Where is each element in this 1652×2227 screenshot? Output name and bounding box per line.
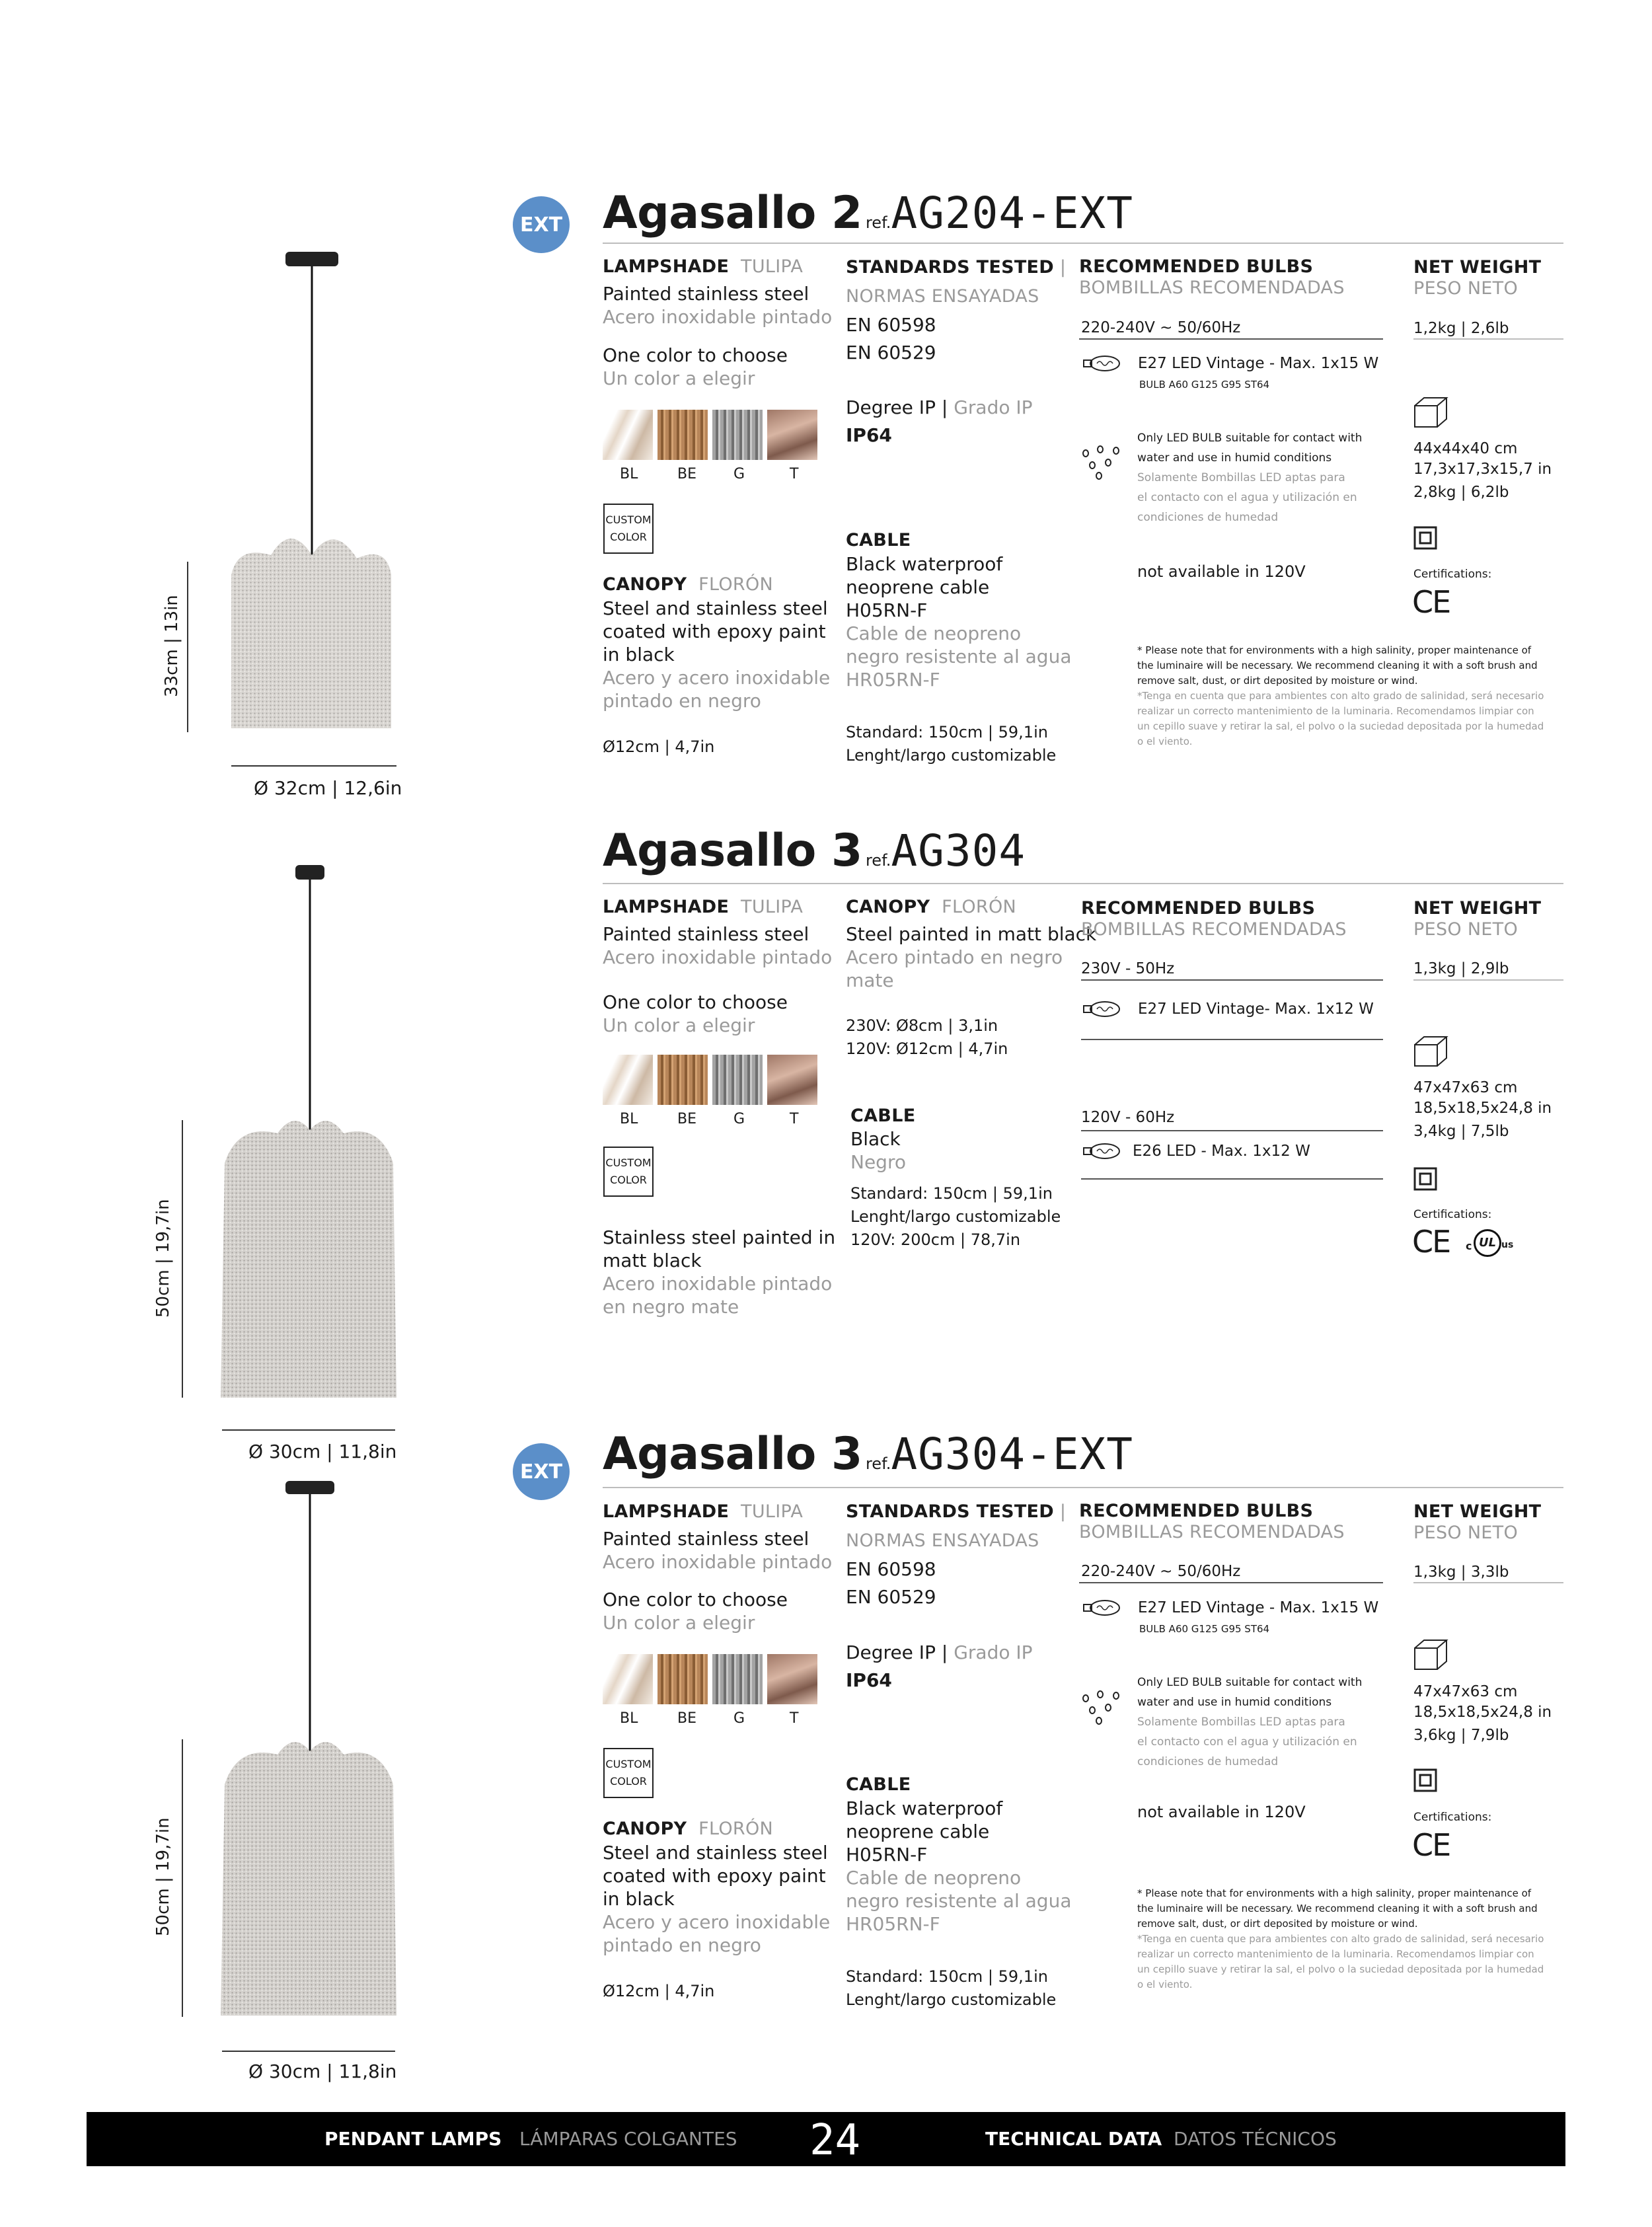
box-dimension-in: 17,3x17,3x15,7 in xyxy=(1413,461,1552,478)
salinity-3: remove salt, dust, or dirt deposited by moisture or wind. xyxy=(1137,675,1418,687)
bulb-types: BULB A60 G125 G95 ST64 xyxy=(1139,1623,1270,1635)
standards-label-es: NORMAS ENSAYADAS xyxy=(846,1530,1039,1551)
page-footer xyxy=(87,2112,1565,2166)
box-weight: 3,4kg | 7,5lb xyxy=(1413,1123,1509,1140)
salinity-1: * Please note that for environments with a high salinity, proper maintenance of xyxy=(1137,644,1532,656)
voltage-230-rule xyxy=(1081,979,1383,981)
color-choose-es: Un color a elegir xyxy=(603,1014,755,1036)
ip-value: IP64 xyxy=(846,424,892,446)
cable-standard: Standard: 150cm | 59,1in xyxy=(850,1184,1053,1203)
swatch-t[interactable] xyxy=(767,1654,817,1704)
swatch-be[interactable] xyxy=(657,1055,708,1105)
title-rule xyxy=(603,883,1563,884)
ext-badge: EXT xyxy=(513,1443,570,1500)
bulb-icon xyxy=(1081,999,1123,1020)
cable-label: CABLE xyxy=(850,1106,916,1126)
swatch-label-g: G xyxy=(733,1111,745,1127)
bulb-120-rule xyxy=(1081,1178,1383,1180)
weight-rule xyxy=(1413,1582,1563,1583)
class-ii-icon xyxy=(1413,1768,1437,1792)
class-ii-icon xyxy=(1413,526,1437,550)
box-dimension: 47x47x63 cm xyxy=(1413,1683,1518,1700)
salinity-3: remove salt, dust, or dirt deposited by moisture or wind. xyxy=(1137,1918,1418,1930)
bulbs-label-es: BOMBILLAS RECOMENDADAS xyxy=(1081,919,1347,940)
cable-standard: Standard: 150cm | 59,1in xyxy=(846,1967,1048,1986)
lamp-illustration-1 xyxy=(218,245,416,734)
product-name: Agasallo 3 xyxy=(603,825,862,877)
ext-badge: EXT xyxy=(513,196,570,253)
color-choose-es: Un color a elegir xyxy=(603,1612,755,1634)
canopy-230v: 230V: Ø8cm | 3,1in xyxy=(846,1016,998,1035)
swatch-label-be: BE xyxy=(677,1710,696,1727)
swatch-label-be: BE xyxy=(677,1111,696,1127)
canopy-desc-3: in black xyxy=(603,644,675,665)
canopy-label: CANOPY FLORÓN xyxy=(846,897,1017,917)
cable-desc-2: neoprene cable xyxy=(846,576,990,598)
voltage-230: 230V - 50Hz xyxy=(1081,960,1175,977)
weight-label-es: PESO NETO xyxy=(1413,278,1519,299)
lampshade-label: LAMPSHADE TULIPA xyxy=(603,256,804,277)
canopy-desc-es-1: Acero y acero inoxidable xyxy=(603,667,831,689)
voltage: 220-240V ~ 50/60Hz xyxy=(1081,319,1241,336)
ip-value: IP64 xyxy=(846,1669,892,1691)
shade-note-1: Stainless steel painted in xyxy=(603,1227,836,1248)
cable-desc-3: H05RN-F xyxy=(846,1844,928,1866)
not-available: not available in 120V xyxy=(1137,1803,1306,1821)
degree-ip: Degree IP | Grado IP xyxy=(846,1642,1033,1663)
canopy-material: Steel painted in matt black xyxy=(846,923,1097,945)
lamp-illustration-2 xyxy=(211,859,410,1408)
box-icon xyxy=(1412,395,1449,430)
salinity-es-3: un cepillo suave y retirar la sal, el polvo o la suciedad depositada por la humedad xyxy=(1137,720,1544,732)
box-weight: 2,8kg | 6,2lb xyxy=(1413,484,1509,501)
bulbs-label-es: BOMBILLAS RECOMENDADAS xyxy=(1079,1522,1345,1542)
custom-color-box[interactable]: CUSTOM COLOR xyxy=(603,1147,654,1197)
canopy-desc-es-2: pintado en negro xyxy=(603,1934,761,1956)
voltage-rule xyxy=(1079,1582,1383,1583)
color-choose: One color to choose xyxy=(603,1589,788,1610)
cable-desc-2: neoprene cable xyxy=(846,1821,990,1842)
bulb-types: BULB A60 G125 G95 ST64 xyxy=(1139,379,1270,391)
cable-length: Lenght/largo customizable xyxy=(850,1207,1061,1226)
cable-desc-es-3: HR05RN-F xyxy=(846,669,940,691)
weight-label-es: PESO NETO xyxy=(1413,919,1519,940)
weight: 1,3kg | 2,9lb xyxy=(1413,960,1509,977)
lampshade-label: LAMPSHADE TULIPA xyxy=(603,1501,804,1522)
bulb-120: E26 LED - Max. 1x12 W xyxy=(1133,1143,1310,1160)
bulb-icon xyxy=(1081,1141,1123,1162)
swatch-bl[interactable] xyxy=(603,1055,653,1105)
led-note-1: Only LED BULB suitable for contact with xyxy=(1137,432,1363,445)
height-dimension: 50cm | 19,7in xyxy=(153,1199,173,1318)
swatch-be[interactable] xyxy=(657,1654,708,1704)
voltage: 220-240V ~ 50/60Hz xyxy=(1081,1563,1241,1580)
lampshade-material: Painted stainless steel xyxy=(603,283,809,305)
class-ii-icon xyxy=(1413,1167,1437,1191)
canopy-label: CANOPY FLORÓN xyxy=(603,574,774,595)
led-note-es-3: condiciones de humedad xyxy=(1137,1755,1279,1768)
lampshade-label: LAMPSHADE TULIPA xyxy=(603,897,804,917)
led-note-2: water and use in humid conditions xyxy=(1137,1696,1332,1709)
cable-black-es: Negro xyxy=(850,1151,906,1173)
salinity-1: * Please note that for environments with a high salinity, proper maintenance of xyxy=(1137,1887,1532,1899)
swatch-label-t: T xyxy=(790,1111,799,1127)
color-choose: One color to choose xyxy=(603,344,788,366)
weight-label: NET WEIGHT xyxy=(1413,898,1542,919)
salinity-es-2: realizar un correcto mantenimiento de la luminaria. Recomendamos limpiar con xyxy=(1137,1948,1534,1960)
product-ref: AG304-EXT xyxy=(891,1429,1134,1480)
led-note-1: Only LED BULB suitable for contact with xyxy=(1137,1676,1363,1689)
footer-technical: TECHNICAL DATA DATOS TÉCNICOS xyxy=(985,2128,1337,2150)
canopy-label: CANOPY FLORÓN xyxy=(603,1819,774,1839)
cable-desc-es-1: Cable de neopreno xyxy=(846,1867,1022,1889)
lampshade-material: Painted stainless steel xyxy=(603,923,809,945)
product-name: Agasallo 3 xyxy=(603,1428,862,1480)
standards-label: STANDARDS TESTED | xyxy=(846,1501,1067,1522)
certifications-label: Certifications: xyxy=(1413,568,1492,581)
cable-desc-3: H05RN-F xyxy=(846,599,928,621)
ce-mark-icon: CE xyxy=(1412,1224,1450,1260)
lampshade-material-es: Acero inoxidable pintado xyxy=(603,1551,833,1573)
swatch-label-be: BE xyxy=(677,466,696,482)
cable-label: CABLE xyxy=(846,530,911,550)
box-dimension-in: 18,5x18,5x24,8 in xyxy=(1413,1704,1552,1721)
ref-label: ref. xyxy=(865,213,891,232)
cable-length: Lenght/largo customizable xyxy=(846,746,1057,765)
height-dimension-line xyxy=(182,1120,183,1398)
page-number: 24 xyxy=(809,2116,861,2165)
bulbs-label: RECOMMENDED BULBS xyxy=(1079,256,1314,277)
ce-mark-icon: CE xyxy=(1412,1827,1450,1863)
height-dimension: 50cm | 19,7in xyxy=(153,1817,173,1936)
weight: 1,3kg | 3,3lb xyxy=(1413,1564,1509,1581)
certifications-label: Certifications: xyxy=(1413,1208,1492,1221)
swatch-g[interactable] xyxy=(712,1055,763,1105)
product-title xyxy=(603,186,1133,241)
salinity-es-1: *Tenga en cuenta que para ambientes con alto grado de salinidad, será necesario xyxy=(1137,1933,1544,1945)
cable-120v: 120V: 200cm | 78,7in xyxy=(850,1230,1021,1249)
swatch-g[interactable] xyxy=(712,1654,763,1704)
lampshade-material: Painted stainless steel xyxy=(603,1528,809,1550)
lampshade-material-es: Acero inoxidable pintado xyxy=(603,946,833,968)
bulb-230-rule xyxy=(1081,1039,1383,1040)
box-dimension: 44x44x40 cm xyxy=(1413,440,1518,457)
cable-desc-1: Black waterproof xyxy=(846,553,1003,575)
standard-1: EN 60598 xyxy=(846,314,936,336)
weight: 1,2kg | 2,6lb xyxy=(1413,320,1509,337)
product-name: Agasallo 2 xyxy=(603,187,862,239)
voltage-rule xyxy=(1079,338,1383,340)
shade-shape xyxy=(221,1742,396,2016)
not-available: not available in 120V xyxy=(1137,562,1306,581)
canopy-desc-es-2: pintado en negro xyxy=(603,690,761,712)
canopy-shape xyxy=(295,865,324,880)
box-icon xyxy=(1412,1034,1449,1069)
led-note-es-1: Solamente Bombillas LED aptas para xyxy=(1137,1716,1345,1729)
diameter-dimension-line xyxy=(231,765,396,767)
ce-mark-icon: CE xyxy=(1412,584,1450,620)
standards-label-es: NORMAS ENSAYADAS xyxy=(846,286,1039,307)
shade-shape xyxy=(231,539,391,728)
canopy-desc-es-1: Acero y acero inoxidable xyxy=(603,1911,831,1933)
swatch-label-t: T xyxy=(790,466,799,482)
cable-length: Lenght/largo customizable xyxy=(846,1990,1057,2009)
diameter-dimension: Ø 32cm | 12,6in xyxy=(254,777,402,799)
product-title xyxy=(603,824,1026,879)
color-choose: One color to choose xyxy=(603,991,788,1013)
bulb-spec: E27 LED Vintage - Max. 1x15 W xyxy=(1138,355,1379,372)
cable-desc-es-2: negro resistente al agua xyxy=(846,1890,1072,1912)
standard-2: EN 60529 xyxy=(846,1586,936,1608)
bulbs-label: RECOMMENDED BULBS xyxy=(1081,898,1316,919)
swatch-t[interactable] xyxy=(767,410,817,460)
diameter-dimension-line xyxy=(222,2051,395,2052)
swatch-bl[interactable] xyxy=(603,410,653,460)
canopy-desc-1: Steel and stainless steel xyxy=(603,1842,828,1864)
cable-desc-es-2: negro resistente al agua xyxy=(846,646,1072,667)
ref-label: ref. xyxy=(865,851,891,870)
swatch-label-g: G xyxy=(733,466,745,482)
box-icon xyxy=(1412,1638,1449,1672)
bulb-icon xyxy=(1081,353,1123,374)
shade-note-es-1: Acero inoxidable pintado xyxy=(603,1273,833,1295)
height-dimension-line xyxy=(187,562,188,732)
ref-label: ref. xyxy=(865,1454,891,1473)
led-note-es-2: el contacto con el agua y utilización en xyxy=(1137,491,1357,504)
bulbs-label: RECOMMENDED BULBS xyxy=(1079,1501,1314,1521)
lampshade-material-es: Acero inoxidable pintado xyxy=(603,306,833,328)
canopy-desc-2: coated with epoxy paint xyxy=(603,1865,826,1887)
swatch-bl[interactable] xyxy=(603,1654,653,1704)
canopy-120v: 120V: Ø12cm | 4,7in xyxy=(846,1039,1008,1058)
degree-ip: Degree IP | Grado IP xyxy=(846,396,1033,418)
canopy-desc-3: in black xyxy=(603,1888,675,1910)
swatch-label-bl: BL xyxy=(620,1111,638,1127)
canopy-material-es-1: Acero pintado en negro xyxy=(846,946,1063,968)
salinity-es-1: *Tenga en cuenta que para ambientes con alto grado de salinidad, será necesario xyxy=(1137,690,1544,702)
canopy-shape xyxy=(285,1481,334,1494)
title-rule xyxy=(603,1487,1563,1488)
cable-label: CABLE xyxy=(846,1774,911,1795)
salinity-es-4: o el viento. xyxy=(1137,1979,1193,1990)
canopy-material-es-2: mate xyxy=(846,969,894,991)
salinity-2: the luminaire will be necessary. We recommend cleaning it with a soft brush and xyxy=(1137,1903,1538,1914)
certifications-label: Certifications: xyxy=(1413,1811,1492,1824)
canopy-dimension: Ø12cm | 4,7in xyxy=(603,1982,715,2000)
product-title xyxy=(603,1427,1133,1482)
cable-black: Black xyxy=(850,1128,901,1150)
standard-2: EN 60529 xyxy=(846,342,936,363)
salinity-es-3: un cepillo suave y retirar la sal, el polvo o la suciedad depositada por la humedad xyxy=(1137,1963,1544,1975)
voltage-120-rule xyxy=(1081,1130,1383,1131)
weight-rule xyxy=(1413,979,1563,981)
salinity-es-2: realizar un correcto mantenimiento de la luminaria. Recomendamos limpiar con xyxy=(1137,705,1534,717)
height-dimension: 33cm | 13in xyxy=(162,595,182,697)
shade-shape xyxy=(221,1121,396,1398)
bulbs-label-es: BOMBILLAS RECOMENDADAS xyxy=(1079,278,1345,298)
water-drops-icon xyxy=(1079,444,1123,480)
footer-section: PENDANT LAMPS LÁMPARAS COLGANTES xyxy=(324,2128,737,2150)
led-note-2: water and use in humid conditions xyxy=(1137,451,1332,465)
salinity-2: the luminaire will be necessary. We recommend cleaning it with a soft brush and xyxy=(1137,660,1538,671)
led-note-es-1: Solamente Bombillas LED aptas para xyxy=(1137,471,1345,484)
cable-desc-1: Black waterproof xyxy=(846,1797,1003,1819)
standards-label: STANDARDS TESTED | xyxy=(846,257,1067,278)
shade-note-es-2: en negro mate xyxy=(603,1296,739,1318)
led-note-es-2: el contacto con el agua y utilización en xyxy=(1137,1735,1357,1749)
box-dimension-in: 18,5x18,5x24,8 in xyxy=(1413,1100,1552,1117)
canopy-shape xyxy=(285,252,338,266)
cable-desc-es-1: Cable de neopreno xyxy=(846,623,1022,644)
title-rule xyxy=(603,243,1563,244)
weight-label: NET WEIGHT xyxy=(1413,257,1542,278)
swatch-label-bl: BL xyxy=(620,1710,638,1727)
custom-color-box[interactable]: CUSTOM COLOR xyxy=(603,504,654,554)
swatch-label-bl: BL xyxy=(620,466,638,482)
standard-1: EN 60598 xyxy=(846,1558,936,1580)
lamp-illustration-3 xyxy=(211,1480,410,2029)
canopy-desc-1: Steel and stainless steel xyxy=(603,597,828,619)
water-drops-icon xyxy=(1079,1689,1123,1725)
box-weight: 3,6kg | 7,9lb xyxy=(1413,1727,1509,1744)
cable-standard: Standard: 150cm | 59,1in xyxy=(846,723,1048,741)
weight-label-es: PESO NETO xyxy=(1413,1523,1519,1543)
diameter-dimension-line xyxy=(222,1429,395,1431)
salinity-es-4: o el viento. xyxy=(1137,736,1193,747)
ul-mark-icon: c UL us xyxy=(1466,1227,1525,1257)
color-choose-es: Un color a elegir xyxy=(603,367,755,389)
swatch-g[interactable] xyxy=(712,410,763,460)
bulb-icon xyxy=(1081,1597,1123,1618)
cable-desc-es-3: HR05RN-F xyxy=(846,1913,940,1935)
swatch-t[interactable] xyxy=(767,1055,817,1105)
swatch-label-g: G xyxy=(733,1710,745,1727)
height-dimension-line xyxy=(182,1739,183,2017)
bulb-230: E27 LED Vintage- Max. 1x12 W xyxy=(1138,1000,1374,1018)
box-dimension: 47x47x63 cm xyxy=(1413,1079,1518,1096)
weight-rule xyxy=(1413,338,1563,340)
voltage-120: 120V - 60Hz xyxy=(1081,1109,1175,1126)
product-ref: AG204-EXT xyxy=(891,188,1134,239)
led-note-es-3: condiciones de humedad xyxy=(1137,511,1279,524)
canopy-dimension: Ø12cm | 4,7in xyxy=(603,737,715,756)
bulb-spec: E27 LED Vintage - Max. 1x15 W xyxy=(1138,1599,1379,1616)
custom-color-box[interactable]: CUSTOM COLOR xyxy=(603,1748,654,1798)
shade-note-2: matt black xyxy=(603,1250,702,1271)
swatch-be[interactable] xyxy=(657,410,708,460)
product-ref: AG304 xyxy=(891,825,1026,876)
diameter-dimension: Ø 30cm | 11,8in xyxy=(248,2060,397,2082)
weight-label: NET WEIGHT xyxy=(1413,1501,1542,1522)
diameter-dimension: Ø 30cm | 11,8in xyxy=(248,1441,397,1462)
swatch-label-t: T xyxy=(790,1710,799,1727)
canopy-desc-2: coated with epoxy paint xyxy=(603,621,826,642)
